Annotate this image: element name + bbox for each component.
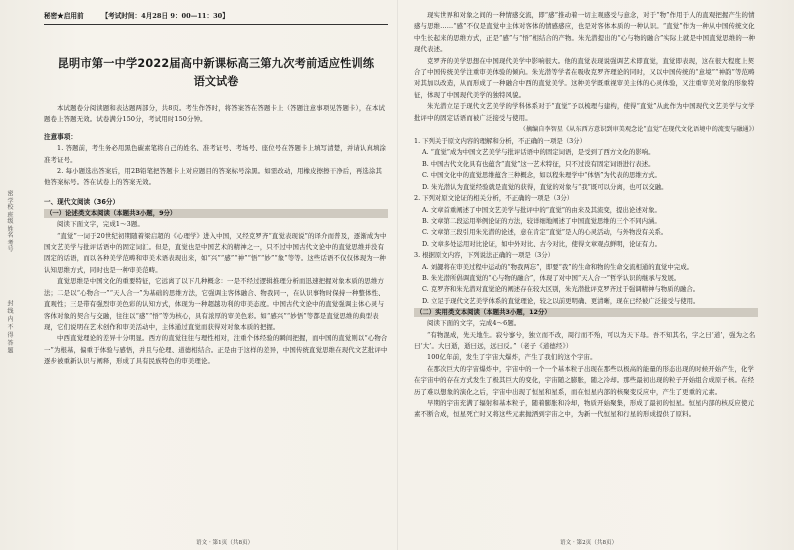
left-column [44, 10, 388, 368]
binding-margin-bottom-text: 封 线 内 不 得 答 题 [6, 300, 13, 354]
subsection-band: （一）论述类文本阅读（本题共3小题，9分） [44, 209, 388, 218]
question-stem: 2. 下列对原文论证的相关分析，不正确的一项是（3分） [414, 194, 574, 203]
passage-paragraph: 早期的宇宙充满了辐射和基本粒子，随着膨胀和冷却，物质开始聚集，形成了最初的恒星。恒星内部的核反应使元素不断合成，恒星死亡时又将这些元素抛洒到宇宙之中，为新一代恒星和行星的形成提供了原料。 [414, 399, 755, 419]
question-option: A. 刘勰将在审美过程中运动的“物我两忘”，即要“我”的生命和物的生命交流相通的直觉中完成。 [422, 262, 693, 271]
question-option: B. 中国古代文化具有也蕴含“直觉”这一艺术特征，只不过没有固定词语进行表述。 [422, 159, 655, 168]
passage-paragraph: 朱光潜立足于现代文艺美学的学科体系对于“直觉”予以梳理与建构，使得“直觉”从此作为中国现代文艺美学与文学批评中的固定话语而被广泛接受与使用。 [414, 102, 755, 122]
exam-subtitle: 语文试卷 [193, 75, 239, 88]
exam-time: 【考试时间：4月28日 9：00—11：30】 [101, 12, 229, 20]
question-stem: 3. 根据原文内容，下列说法正确的一项是（3分） [414, 251, 555, 260]
question-option: A. “直觉”成为中国文艺美学与批评话语中的固定词语，是受到了西方文化的影响。 [422, 148, 655, 157]
question-option: C. 文章第三段引用朱光潜的论述，意在肯定“直觉”是人的心灵活动，与外物没有关系。 [422, 228, 668, 237]
note-item: 1. 答题前，考生务必用黑色碳素笔将自己的姓名、准考证号、考场号、座位号在答题卡上填写清楚，并请认真填涂准考证号。 [44, 144, 387, 164]
question-option: D. 文章多处运用对比论证，如中外对比、古今对比，使得文章观点鲜明，论证有力。 [422, 239, 662, 248]
question-option: B. 文章第二段运用举例论证的方法，较详细地阐述了中国直觉思维的三个不同内涵。 [422, 216, 661, 225]
note-item: 2. 每小题选出答案后，用2B铅笔把答题卡上对应题目的答案标号涂黑。如需改动，用橡皮擦擦干净后，再选涂其他答案标号。答在试卷上的答案无效。 [44, 167, 383, 187]
page-footer-right: 语文 · 第2页（共8页） [560, 540, 618, 546]
passage-paragraph: “直觉”一词于20世纪初期随着梁启超的《心理学》进入中国，又经克罗齐“直觉表现说”的译介而普及，逐渐成为中国文艺美学与批评话语中的固定词汇。但是，直觉也是中国艺术的精神之一，只不过中国古代文论中的直觉思维并没有固定的话语，而以各种美学范畴和审美术语表现出来，如“兴”“感”“神”“悟”“妙”“象”等等。这些话语不仅仅体现为一种认知思维方式，同时也是一种审美范畴。 [44, 231, 387, 274]
question-option: D. 朱光潜认为直觉经验就是直觉的获得，直觉的对象与“我”既可以分离，也可以交融。 [422, 182, 668, 191]
page-footer-left: 语文 · 第1页（共8页） [196, 540, 254, 546]
passage-paragraph: 直觉思维是中国文化的重要特征，它远离了以下几种概念：一是不经过逻辑推理分析而迅速把握对象本质的思维方法；二是以“心物合一”“天人合一”为基础的思维方法，它强调主客体融合、物我同一，在认识事物时保持一种整体性、直观性；三是带有强烈审美色彩的认知方式，体现为一种超越功利的审美态度。中国古代文论中的直觉强调主体心灵与客体对象的契合与交融，往往以“感”“悟”等为核心，具有浓厚的审美色彩。如“感兴”“妙悟”等都是直觉思维的典型表现，它们说明在艺术创作和审美活动中，主体通过直觉而获得对对象本质的把握。 [44, 277, 385, 331]
notes-heading: 注意事项： [44, 132, 77, 141]
right-column [414, 10, 758, 421]
page-fold-line [397, 0, 398, 550]
passage-paragraph: 现实世界和对象之间的一种情感交流，即“感”推动着一切主观感受与意念，对于“物”作用于人的直观把握产生的情感与思维……“感”不仅是直觉中主体对客体的情感感应，也是对客体本质的一种认识。“直觉”作为一种从中国传统文化中生长起来的思维方式，正是“感”与“悟”相结合的产物。朱光潜提出的“心与物的融合”实际上就是中国直觉思维的一种现代表述。 [414, 11, 755, 54]
header-rule [44, 24, 388, 25]
exam-header [44, 10, 388, 20]
question-stem: 1. 下列关于原文内容的理解和分析，不正确的一项是（3分） [414, 137, 586, 146]
section-heading: 一、现代文阅读（36分） [44, 197, 120, 206]
question-option: C. 克罗齐和朱光潜对直觉论的阐述存在较大区别，朱光潜批评克罗齐过于强调精神与物质的融合。 [422, 285, 700, 294]
reading-instruction: 阅读下面的文字，完成4～6题。 [427, 319, 521, 328]
passage-source: （摘编自李智星《从东西方意识到审美观念论“直觉”在现代文化语境中的流变与融通》） [519, 126, 758, 134]
question-option: C. 中国文化中的直觉思维蕴含三种概念，如以程朱理学中“体悟”为代表的思维方式。 [422, 171, 661, 180]
binding-margin [0, 0, 24, 550]
passage-paragraph: “有物混成，先天地生。寂兮寥兮，独立而不改，周行而不殆，可以为天下母。吾不知其名，字之曰‘道’，强为之名曰‘大’。大曰逝，逝曰远，远曰反。”（老子《道德经》） [414, 330, 756, 350]
subsection-band: （二）实用类文本阅读（本题共3小题，12分） [414, 308, 758, 317]
question-option: B. 朱光潜所倡调直觉的“心与物的融合”，体现了对中国“天人合一”哲学认识的继承与发展。 [422, 273, 681, 282]
confidential-label: 秘密★启用前 [44, 12, 84, 20]
passage-paragraph: 克罗齐的美学思想在中国现代美学中影响很大。他的直觉表现说强调艺术即直觉，直觉即表现，这在很大程度上契合了中国传统美学注重审美体验的倾向。朱光潜等学者在吸收克罗齐理论的同时，又以中国传统的“意境”“神韵”等范畴对其加以改造，从而形成了一种融合中西的直觉美学。这种美学既重视审美主体的心灵体验，又注重审美对象的形象特征，体现了中国现代美学的独特风貌。 [414, 56, 755, 99]
reading-instruction: 阅读下面文字，完成1～3题。 [57, 220, 144, 229]
exam-title: 昆明市第一中学2022届高中新课标高三第九次考前适应性训练 [57, 57, 375, 70]
passage-paragraph: 中西直觉理论的差异十分明显。西方的直觉往往与理性相对，注重个体经验的瞬间把握，而中国的直觉则以“心物合一”为根基，偏重于体验与感悟，并且与伦理、道德相结合。正是由于这样的差异，中国传统直觉思维在现代文艺批评中逐步被重新认识与阐释，形成了具有民族特色的审美理论。 [44, 334, 388, 366]
intro-paragraph: 本试题卷分阅读题和表达题两部分，共8页。考生作答时，将答案答在答题卡上（答题注意事项见答题卡），在本试题卷上答题无效。试卷满分150分，考试用时150分钟。 [44, 104, 386, 124]
question-option: A. 文章首重阐述了中国文艺美学与批评中的“直觉”的由来及其流变，提出论述对象。 [422, 205, 661, 214]
passage-paragraph: 在那次巨大的宇宙爆炸中，宇宙中的一个一个基本粒子出现在那些以极高的能量的形态出现的时候开始产生，化学在宇宙中的存在方式发生了极其巨大的变化，宇宙随之膨胀，随之冷却。那些最初出现的粒子开始组合成原子核。在经历了难以想象的演化之后，宇宙中出现了恒星和星系，而在恒星内部的核聚变反应中，产生了更重的元素。 [414, 364, 755, 396]
binding-margin-top-text: 密 学校 班级 姓名 考号 [6, 190, 13, 252]
question-option: D. 立足于现代文艺美学体系的直觉理论，较之以前更明确、更清晰，现在已经被广泛接受与使用。 [422, 296, 700, 305]
passage-paragraph: 100亿年前，发生了宇宙大爆炸，产生了我们的这个宇宙。 [427, 353, 597, 362]
